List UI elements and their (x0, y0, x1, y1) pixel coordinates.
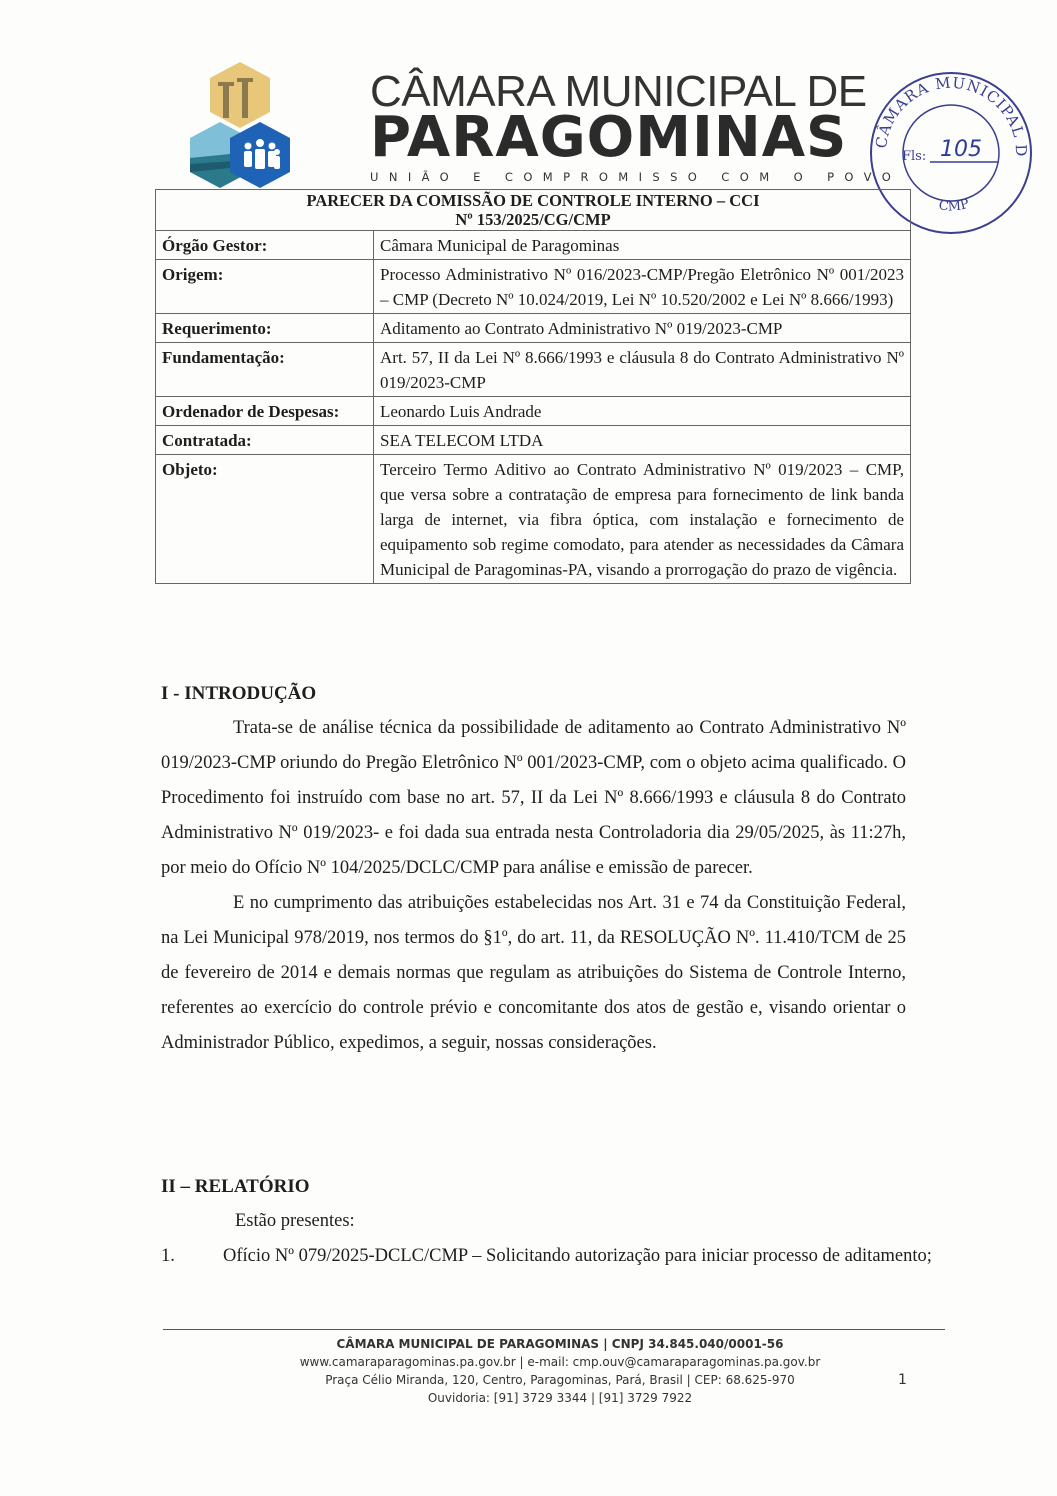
list-item-text: Ofício Nº 079/2025-DCLC/CMP – Solicitando autorização para iniciar processo de aditamento; (223, 1246, 932, 1266)
row-label: Órgão Gestor: (156, 231, 374, 260)
table-row (156, 260, 911, 314)
page-number: 1 (898, 1372, 907, 1388)
stamp-ring-text: CÂMARA MUNICIPAL D (872, 73, 1031, 158)
paragraph: Trata-se de análise técnica da possibilidade de aditamento ao Contrato Administrativo Nº 019/2023-CMP oriundo do Pregão Eletrônico Nº 001/2023-CMP, com o objeto acima qualificado. O Procedimento foi instruído com base no art. 57, II da Lei Nº 8.666/1993 e cláusula 8 do Contrato Administrativo Nº 019/2023- e foi dada sua entrada nesta Controladoria dia 29/05/2025, às 11:27h, por meio do Ofício Nº 104/2025/DCLC/CMP para análise e emissão de parecer. (161, 718, 906, 878)
row-label: Requerimento: (156, 314, 374, 343)
footer-phone-line: Ouvidoria: [91] 3729 3344 | [91] 3729 7922 (427, 1391, 693, 1405)
section-report (161, 1176, 933, 1274)
row-value: Terceiro Termo Aditivo ao Contrato Administrativo Nº 019/2023 – CMP, que versa sobre a contratação de empresa para fornecimento de link banda larga de internet, via fibra óptica, com instalação e fornecimento de equipamento sob regime comodato, para atender as necessidades da Câmara Municipal de Paragominas-PA, visando a prorrogação do prazo de vigência. (374, 455, 911, 584)
row-label: Objeto: (156, 455, 374, 584)
row-label: Contratada: (156, 426, 374, 455)
page-footer (230, 1335, 890, 1407)
footer-contact-line: www.camaraparagominas.pa.gov.br | e-mail: cmp.ouv@camaraparagominas.pa.gov.br (299, 1355, 821, 1369)
municipal-logo (190, 60, 295, 190)
list-item-number: 1. (161, 1246, 175, 1266)
table-title-line2: Nº 153/2025/CG/CMP (455, 210, 611, 229)
stamp-fls-label: Fls: (902, 149, 927, 164)
footer-address-line: Praça Célio Miranda, 120, Centro, Paragominas, Pará, Brasil | CEP: 68.625-970 (325, 1373, 795, 1387)
row-label: Origem: (156, 260, 374, 314)
row-label: Ordenador de Despesas: (156, 397, 374, 426)
letterhead-title-line1: CÂMARA MUNICIPAL DE (370, 67, 867, 116)
letterhead-tagline: UNIÃO E COMPROMISSO COM O POVO (370, 170, 902, 184)
letterhead-title-line2: PARAGOMINAS (370, 105, 848, 170)
table-row (156, 426, 911, 455)
row-value: Processo Administrativo Nº 016/2023-CMP/Pregão Eletrônico Nº 001/2023 – CMP (Decreto Nº 10.024/2019, Lei Nº 10.520/2002 e Lei Nº 8.666/1993) (374, 260, 911, 314)
row-value: Câmara Municipal de Paragominas (374, 231, 911, 260)
list-item (161, 1239, 933, 1274)
footer-divider (163, 1329, 945, 1330)
footer-org-line: CÂMARA MUNICIPAL DE PARAGOMINAS | CNPJ 34.845.040/0001-56 (336, 1337, 784, 1351)
svg-text:CMP (938, 197, 971, 215)
logo-hexagons-icon (190, 60, 295, 190)
paragraph: E no cumprimento das atribuições estabelecidas nos Art. 31 e 74 da Constituição Federal, na Lei Municipal 978/2019, nos termos do §1º, do art. 11, da RESOLUÇÃO Nº. 11.410/TCM de 25 de fevereiro de 2014 e demais normas que regulam as atribuições do Sistema de Controle Interno, referentes ao exercício do controle prévio e concomitante dos atos de gestão e, visando orientar o Administrador Público, expedimos, a seguir, nossas considerações. (161, 893, 906, 1053)
row-value: Leonardo Luis Andrade (374, 397, 911, 426)
table-row (156, 231, 911, 260)
row-value: Art. 57, II da Lei Nº 8.666/1993 e cláusula 8 do Contrato Administrativo Nº 019/2023-CMP (374, 343, 911, 397)
table-title-line1: PARECER DA COMISSÃO DE CONTROLE INTERNO – CCI (306, 191, 760, 210)
section-title: II – RELATÓRIO (161, 1176, 310, 1197)
stamp-fls-number: 105 (940, 137, 982, 162)
table-row (156, 314, 911, 343)
section-introduction (161, 683, 906, 1061)
stamp-ring-text-bottom: CMP (937, 196, 971, 215)
paragraph: Estão presentes: (235, 1211, 355, 1231)
table-header-row (156, 190, 911, 231)
table-row (156, 397, 911, 426)
row-value: Aditamento ao Contrato Administrativo Nº 019/2023-CMP (374, 314, 911, 343)
table-row (156, 343, 911, 397)
letterhead-title (370, 67, 902, 184)
row-value: SEA TELECOM LTDA (374, 426, 911, 455)
table-title (156, 190, 911, 231)
parecer-info-table (155, 189, 911, 584)
section-title: I - INTRODUÇÃO (161, 683, 317, 704)
row-label: Fundamentação: (156, 343, 374, 397)
table-row (156, 455, 911, 584)
